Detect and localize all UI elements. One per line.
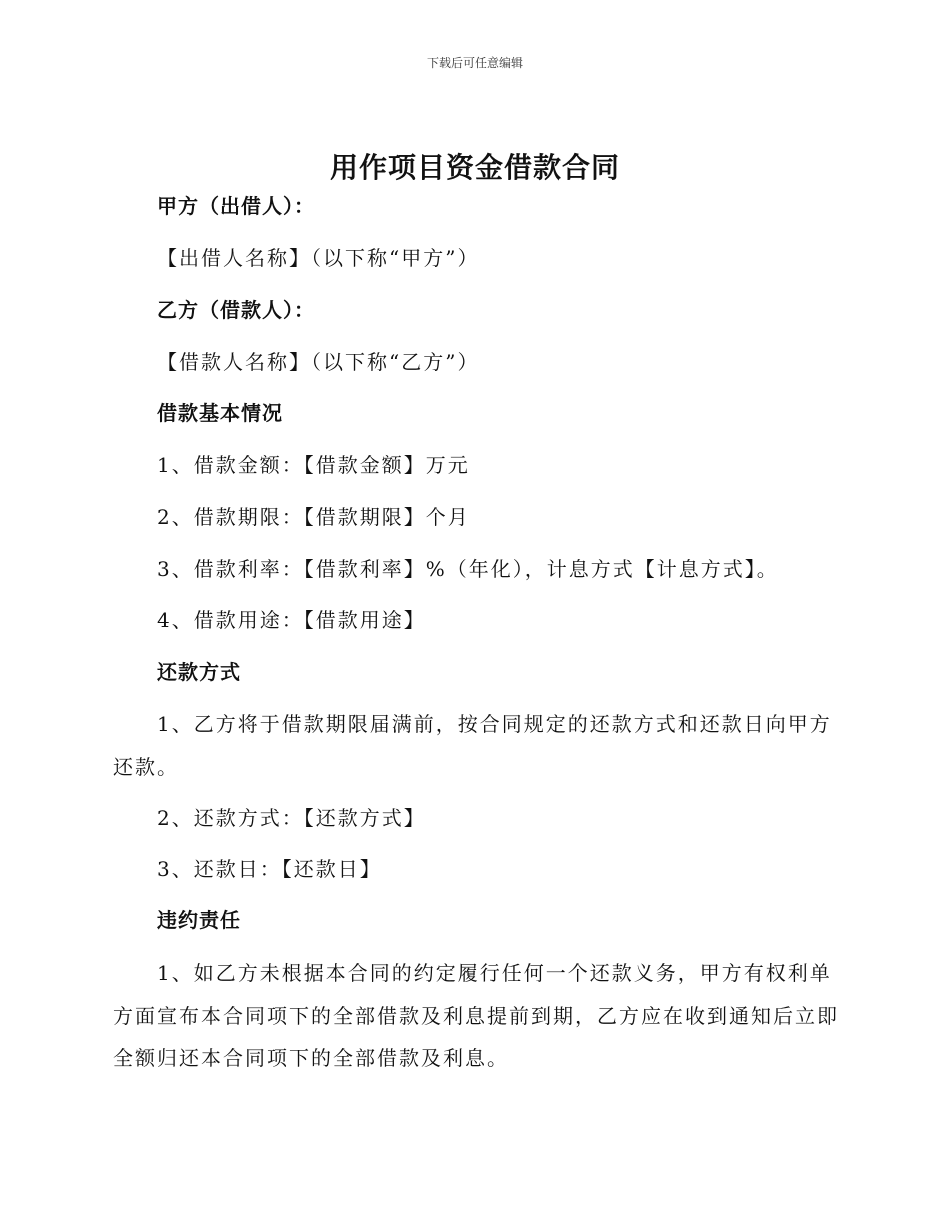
party-a-heading: 甲方（出借人）： <box>157 194 315 218</box>
document-title: 用作项目资金借款合同 <box>329 151 620 184</box>
repayment-date-item: 3、还款日：【还款日】 <box>157 857 382 881</box>
party-a-name: 【出借人名称】（以下称“甲方”） <box>157 246 480 270</box>
repayment-method-item: 2、还款方式：【还款方式】 <box>157 806 426 830</box>
page-header-note: 下载后可任意编辑 <box>426 56 523 70</box>
breach-heading: 违约责任 <box>157 908 241 932</box>
breach-item-1-line-1: 1、如乙方未根据本合同的约定履行任何一个还款义务，甲方有权利单 <box>157 961 832 985</box>
repayment-item-1-line-1: 1、乙方将于借款期限届满前，按合同规定的还款方式和还款日向甲方 <box>157 712 832 736</box>
party-b-name: 【借款人名称】（以下称“乙方”） <box>157 350 480 374</box>
breach-item-1-line-2: 方面宣布本合同项下的全部借款及利息提前到期，乙方应在收到通知后立即 <box>113 1004 839 1028</box>
repayment-heading: 还款方式 <box>157 660 241 684</box>
breach-item-1-line-3: 全额归还本合同项下的全部借款及利息。 <box>113 1046 509 1070</box>
party-b-heading: 乙方（借款人）： <box>157 298 315 322</box>
repayment-item-1-line-2: 还款。 <box>113 755 179 779</box>
loan-term-item: 2、借款期限：【借款期限】个月 <box>157 505 470 529</box>
loan-basics-heading: 借款基本情况 <box>157 401 283 425</box>
loan-amount-item: 1、借款金额：【借款金额】万元 <box>157 453 470 477</box>
loan-purpose-item: 4、借款用途：【借款用途】 <box>157 608 426 632</box>
loan-rate-item: 3、借款利率：【借款利率】%（年化），计息方式【计息方式】。 <box>157 557 779 581</box>
